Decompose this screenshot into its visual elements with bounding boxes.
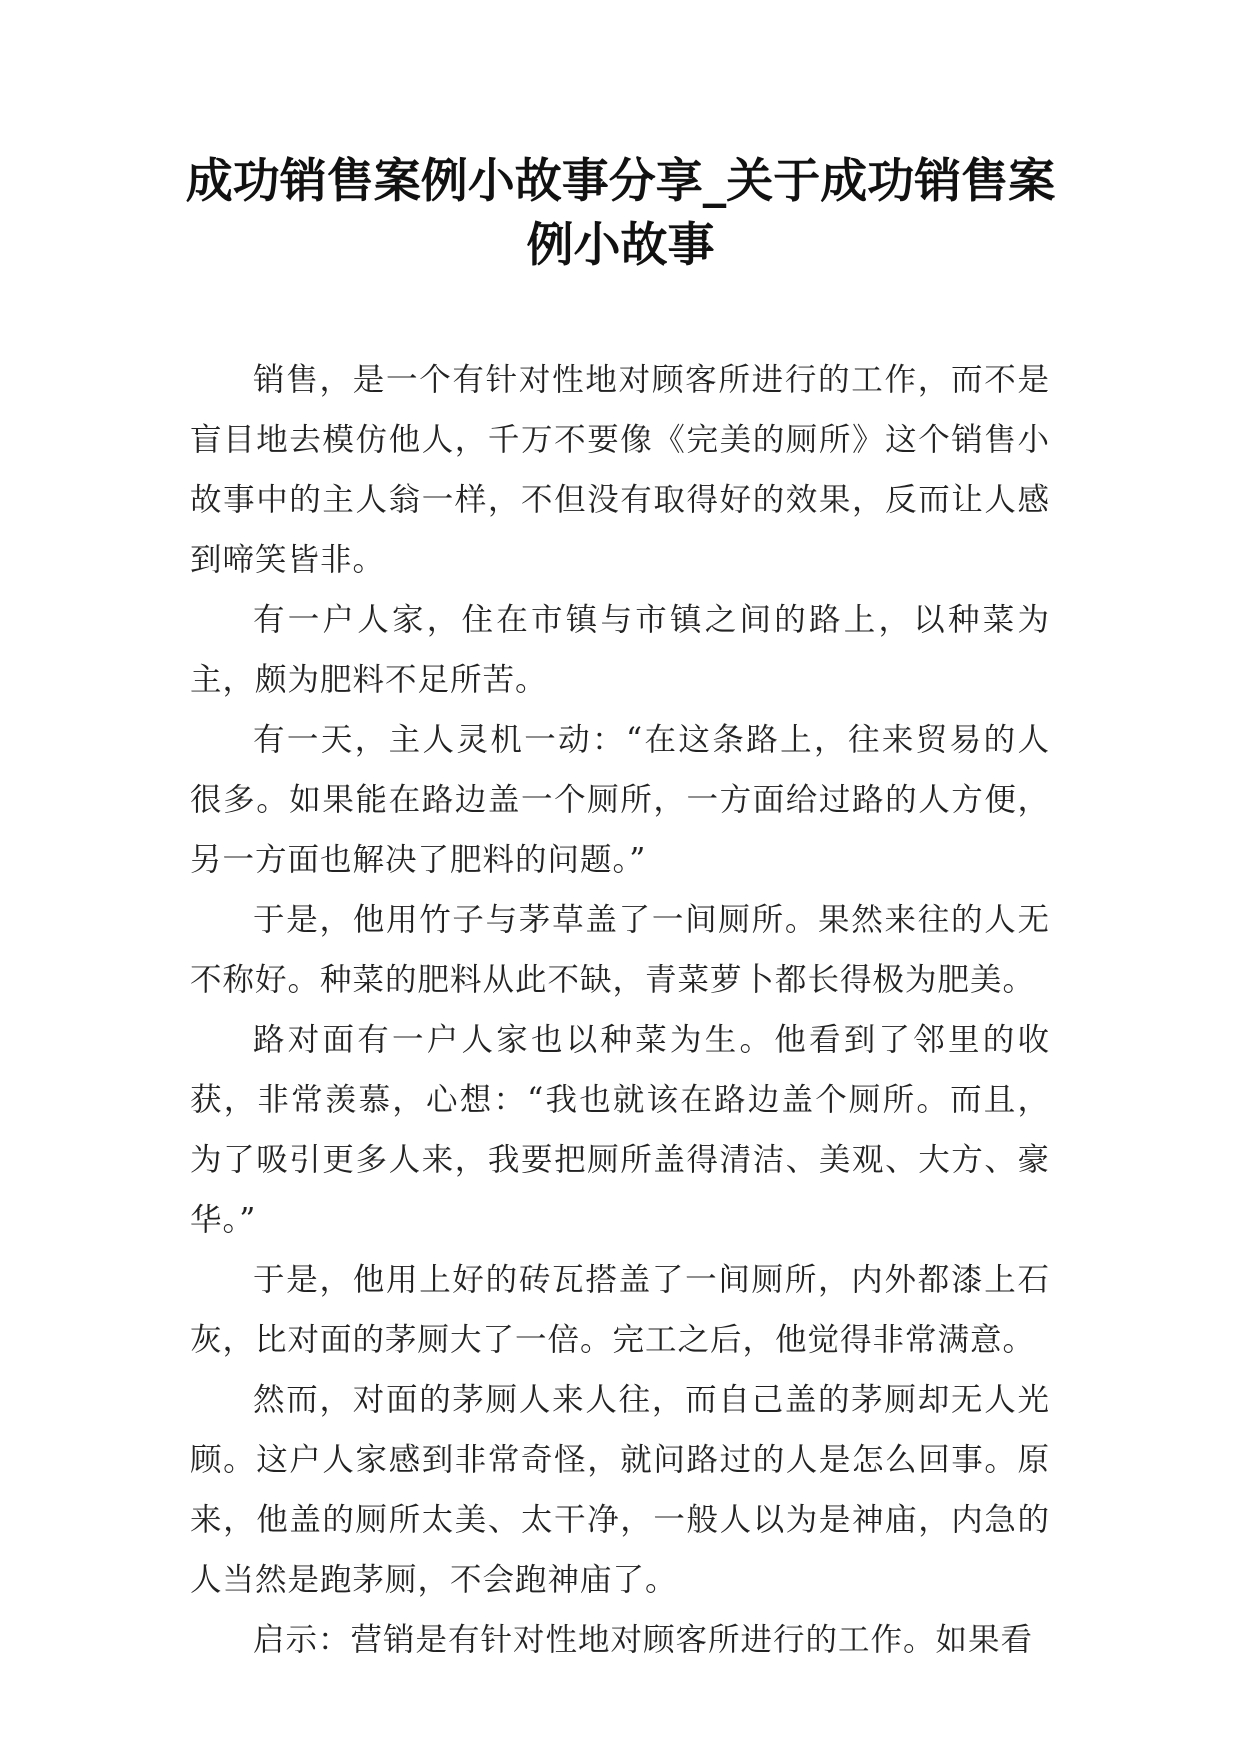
paragraph-bamboo-toilet: 于是，他用竹子与茅草盖了一间厕所。果然来往的人无不称好。种菜的肥料从此不缺，青菜萝卜都长得极为肥美。 <box>190 902 1050 998</box>
paragraph-intro: 销售，是一个有针对性地对顾客所进行的工作，而不是盲目地去模仿他人，千万不要像《完美的厕所》这个销售小故事中的主人翁一样，不但没有取得好的效果，反而让人感到啼笑皆非。 <box>190 362 1050 578</box>
paragraph-household: 有一户人家，住在市镇与市镇之间的路上，以种菜为主，颇为肥料不足所苦。 <box>190 602 1050 698</box>
paragraph-outcome: 然而，对面的茅厕人来人往，而自己盖的茅厕却无人光顾。这户人家感到非常奇怪，就问路过的人是怎么回事。原来，他盖的厕所太美、太干净，一般人以为是神庙，内急的人当然是跑茅厕，不会跑神庙了。 <box>190 1382 1050 1598</box>
document-title <box>150 150 1091 278</box>
paragraph-lesson: 启示：营销是有针对性地对顾客所进行的工作。如果看 <box>253 1622 1034 1658</box>
title-line-2: 例小故事 <box>526 218 715 273</box>
title-line-1: 成功销售案例小故事分享_关于成功销售案 <box>185 154 1056 209</box>
paragraph-idea: 有一天，主人灵机一动：“在这条路上，往来贸易的人很多。如果能在路边盖一个厕所，一方面给过路的人方便，另一方面也解决了肥料的问题。” <box>190 722 1050 878</box>
paragraph-brick-toilet: 于是，他用上好的砖瓦搭盖了一间厕所，内外都漆上石灰，比对面的茅厕大了一倍。完工之后，他觉得非常满意。 <box>190 1262 1050 1358</box>
paragraph-neighbor: 路对面有一户人家也以种菜为生。他看到了邻里的收获，非常羡慕，心想：“我也就该在路边盖个厕所。而且，为了吸引更多人来，我要把厕所盖得清洁、美观、大方、豪华。” <box>190 1022 1050 1238</box>
document-body <box>190 350 1050 1670</box>
